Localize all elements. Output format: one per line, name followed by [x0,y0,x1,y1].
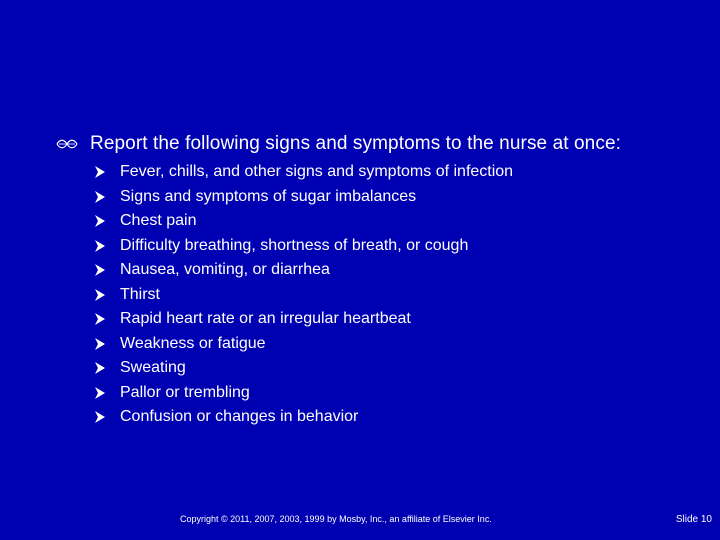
list-item [94,381,654,406]
list-item [94,356,654,381]
list-item-text: Sweating [120,359,186,377]
list-item-text: Signs and symptoms of sugar imbalances [120,187,417,205]
list-item-text: Fever, chills, and other signs and symptoms of infection [120,163,514,181]
arrow-bullet-icon [94,239,106,253]
main-bullet [56,132,696,160]
arrow-bullet-icon [94,165,106,179]
arrow-bullet-icon [94,288,106,302]
arrow-bullet-icon [94,263,106,277]
arrow-bullet-icon [94,214,106,228]
list-item [94,307,654,332]
list-item [94,234,654,259]
list-item-text: Rapid heart rate or an irregular heartbeat [120,310,411,328]
list-item [94,160,654,185]
copyright-notice: Copyright © 2011, 2007, 2003, 1999 by Mosby, Inc., an affiliate of Elsevier Inc. [180,514,492,524]
arrow-bullet-icon [94,312,106,326]
list-item [94,332,654,357]
list-item-text: Confusion or changes in behavior [120,408,359,426]
list-item [94,185,654,210]
list-item-text: Nausea, vomiting, or diarrhea [120,261,330,279]
list-item [94,283,654,308]
arrow-bullet-icon [94,410,106,424]
list-item-text: Difficulty breathing, shortness of breath, or cough [120,236,469,254]
list-item-text: Weakness or fatigue [120,334,266,352]
list-item [94,405,654,430]
arrow-bullet-icon [94,190,106,204]
list-item-text: Chest pain [120,212,197,230]
list-item-text: Thirst [120,285,160,303]
symptom-list [94,160,654,430]
wingding-bullet-icon [56,135,78,153]
list-item [94,209,654,234]
slide-number: Slide 10 [675,514,712,525]
list-item [94,258,654,283]
arrow-bullet-icon [94,337,106,351]
list-item-text: Pallor or trembling [120,383,250,401]
main-bullet-text: Report the following signs and symptoms to the nurse at once: [90,133,621,154]
arrow-bullet-icon [94,361,106,375]
arrow-bullet-icon [94,386,106,400]
